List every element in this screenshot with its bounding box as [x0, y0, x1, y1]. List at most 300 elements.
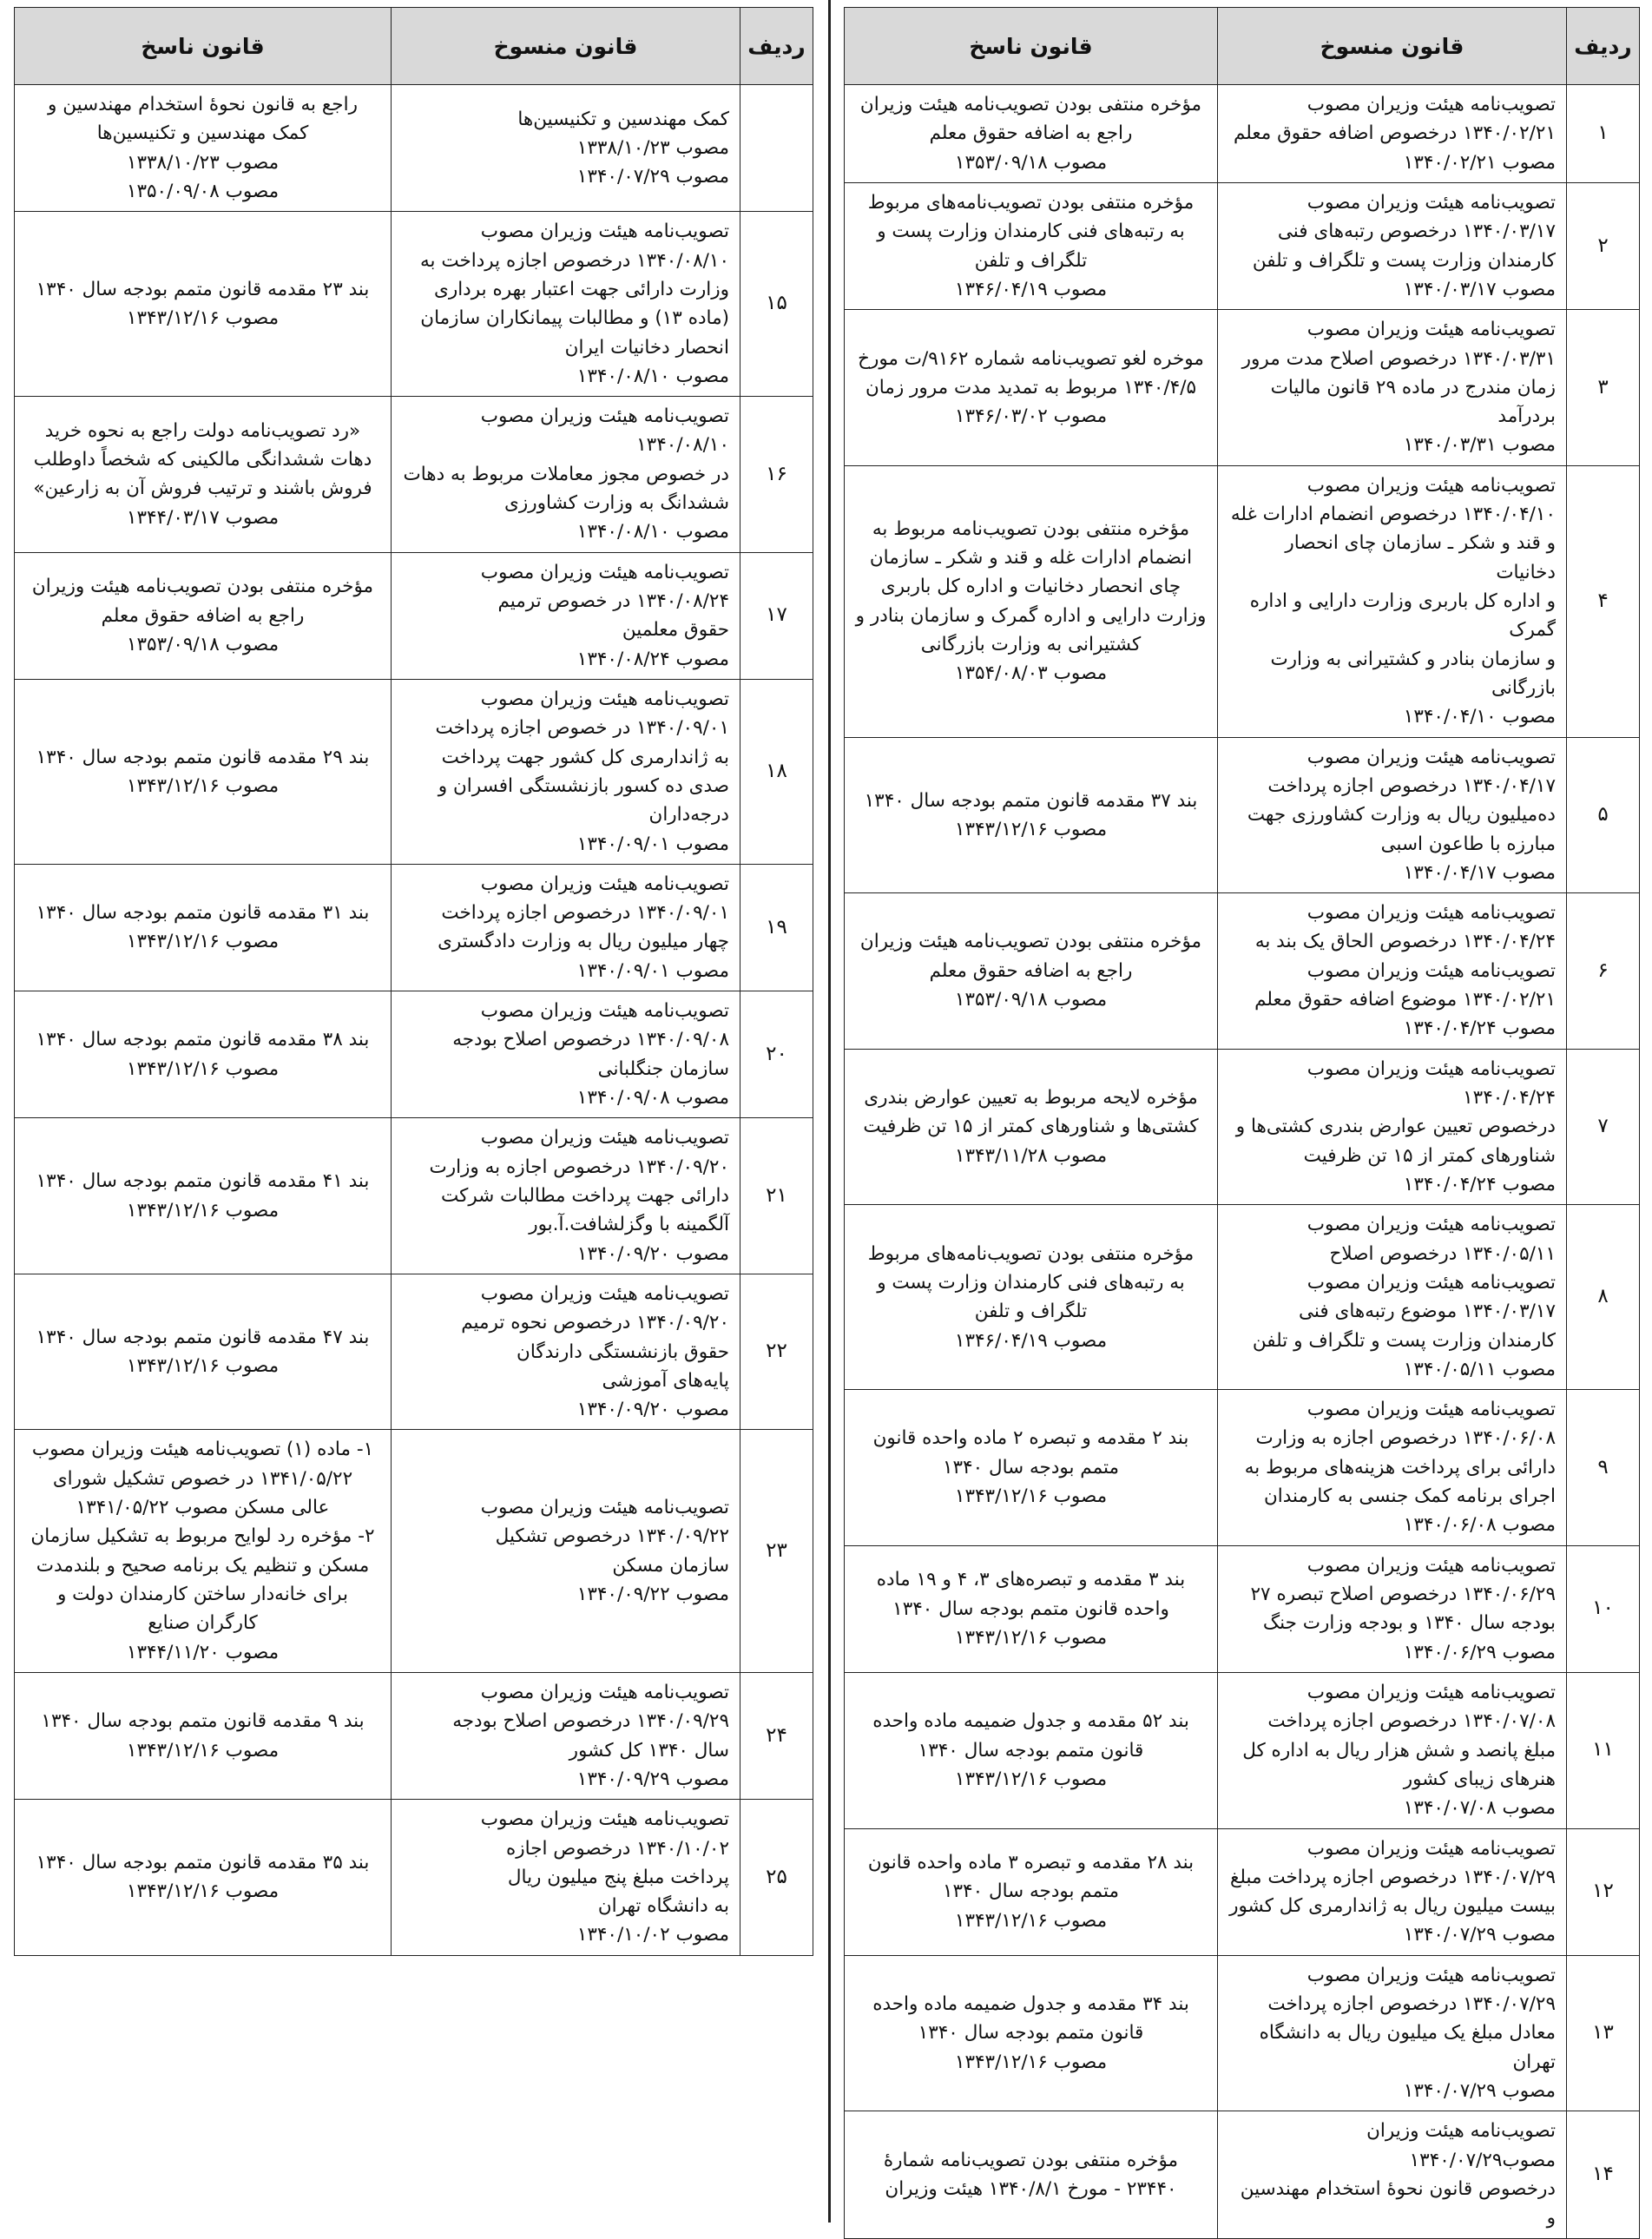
repealed-law-cell [392, 552, 740, 679]
cell-line: ششدانگ به وزارت کشاورزی [504, 492, 729, 515]
cell-line: هنرهای زیبای کشور [1403, 1768, 1556, 1790]
cell-line: ۱۳۴۰/۰۴/۱۷ درخصوص اجازه پرداخت [1267, 774, 1556, 797]
cell-line: ۱۳۴۰/۰۹/۲۹ درخصوص اصلاح بودجه [452, 1710, 729, 1733]
cell-line: «رد تصویب‌نامه دولت راجع به نحوه خرید [44, 419, 361, 442]
cell-line: مصوب ۱۳۴۳/۱۲/۱۶ [954, 1626, 1108, 1649]
cell-line: عالی مسکن مصوب ۱۳۴۱/۰۵/۲۲ [76, 1497, 330, 1519]
repealing-law-cell [845, 1049, 1218, 1205]
cell-line: بند ۲۹ مقدمه قانون متمم بودجه سال ۱۳۴۰ [36, 746, 370, 768]
cell-line: تصویب‌نامه هیئت وزیران مصوب [1306, 1271, 1556, 1294]
right-table-body [845, 85, 1640, 2239]
table-row [845, 737, 1640, 893]
repealing-law-cell [15, 85, 392, 212]
cell-line: مصوب ۱۳۴۳/۱۱/۲۸ [954, 1144, 1108, 1167]
repealing-law-cell [845, 310, 1218, 466]
cell-line: ۱۳۴۰/۰۳/۳۱ درخصوص اصلاح مدت مرور [1241, 347, 1556, 370]
row-number-cell: ۱۶ [740, 397, 813, 553]
cell-line: ۱۳۴۰/۰۸/۲۴ در خصوص ترمیم [497, 590, 729, 612]
cell-line: انضمام ادارات غله و قند و شکر ـ سازمان [869, 547, 1193, 570]
left-table-body [15, 85, 813, 1956]
cell-line: مصوب ۱۳۴۰/۱۰/۰۲ [576, 1924, 729, 1946]
cell-line: و سازمان بنادر و کشتیرانی به وزارت بازرگانی [1270, 648, 1556, 699]
repealing-law-cell [15, 1118, 392, 1274]
cell-line: ۱- ماده (۱) تصویب‌نامه هیئت وزیران مصوب [31, 1439, 374, 1461]
row-number-cell: ۱۲ [1567, 1828, 1640, 1955]
row-number-cell: ۱ [1567, 85, 1640, 183]
repealed-law-cell [1218, 1672, 1567, 1828]
cell-line: ۱۳۴۰/۰۴/۲۴ درخصوص الحاق یک بند به [1254, 931, 1556, 953]
cell-line: مؤخره منتفی بودن تصویب‌نامه‌های مربوط [867, 1242, 1195, 1265]
cell-line: مصوب ۱۳۴۶/۰۳/۰۲ [954, 405, 1108, 428]
cell-line: کمک مهندسین و تکنیسین‌ها [96, 122, 309, 145]
cell-line: ۱۳۴۰/۰۲/۲۱ درخصوص اضافه حقوق معلم [1233, 122, 1556, 145]
cell-line: اجرای برنامه کمک جنسی به کارمندان [1263, 1485, 1556, 1508]
cell-line: زمان مندرج در ماده ۲۹ قانون مالیات بردرآمد [1270, 376, 1556, 428]
table-header-row [845, 8, 1640, 85]
cell-line: شناورهای کمتر از ۱۵ تن ظرفیت [1303, 1144, 1556, 1167]
cell-line: بند ۹ مقدمه قانون متمم بودجه سال ۱۳۴۰ [41, 1710, 365, 1733]
repealing-law-cell [845, 1955, 1218, 2111]
repealed-law-cell [392, 1274, 740, 1430]
cell-line: مصوب ۱۳۴۳/۱۲/۱۶ [954, 1485, 1108, 1508]
row-number-cell: ۳ [1567, 310, 1640, 466]
cell-line: و اداره کل باربری وزارت دارایی و اداره گمرک [1249, 590, 1556, 642]
cell-line: بند ۳۱ مقدمه قانون متمم بودجه سال ۱۳۴۰ [36, 902, 370, 925]
row-number-cell: ۲۲ [740, 1274, 813, 1430]
repealed-law-cell [392, 212, 740, 397]
cell-line: تصویب‌نامه هیئت وزیران مصوب [1306, 1681, 1556, 1703]
cell-line: مصوب ۱۳۴۰/۰۸/۱۰ [576, 365, 729, 387]
table-row [845, 85, 1640, 183]
cell-line: تصویب‌نامه هیئت وزیران مصوب [1306, 902, 1556, 925]
cell-line: مؤخره منتفی بودن تصویب‌نامه هیئت وزیران [859, 931, 1202, 953]
repealing-law-cell [845, 1390, 1218, 1546]
cell-line: ۱۳۴۰/۰۹/۲۰ درخصوص اجازه به وزارت [429, 1156, 729, 1178]
cell-line: تصویب‌نامه هیئت وزیران مصوب [480, 221, 729, 243]
cell-line: مصوب ۱۳۴۰/۰۴/۱۰ [1403, 706, 1556, 728]
repealed-law-cell [392, 85, 740, 212]
cell-line: مصوب ۱۳۴۰/۰۷/۰۸ [1403, 1797, 1556, 1820]
row-number-cell: ۶ [1567, 893, 1640, 1050]
cell-line: درخصوص تعیین عوارض بندری کشتی‌ها و [1235, 1116, 1556, 1138]
cell-line: پرداخت مبلغ پنج میلیون ریال [507, 1866, 729, 1888]
table-row [845, 893, 1640, 1050]
cell-line: ۱۳۴۰/۰۹/۰۱ درخصوص اجازه پرداخت [441, 902, 729, 925]
cell-line: پایه‌های آموزشی [602, 1369, 729, 1392]
row-number-cell: ۸ [1567, 1205, 1640, 1390]
table-row [845, 182, 1640, 309]
cell-line: مصوب ۱۳۴۳/۱۲/۱۶ [126, 1739, 280, 1762]
cell-line: مصوب ۱۳۴۳/۱۲/۱۶ [126, 1880, 280, 1903]
repealed-law-cell [392, 397, 740, 553]
table-row [845, 1049, 1640, 1205]
repealing-law-cell [15, 1274, 392, 1430]
cell-line: تصویب‌نامه هیئت وزیران مصوب [1306, 746, 1556, 768]
cell-line: راجع به قانون نحوهٔ استخدام مهندسین و [48, 94, 358, 115]
cell-line: برای خانه‌دار ساختن کارمندان دولت و [56, 1584, 349, 1605]
table-row [15, 552, 813, 679]
repealing-law-cell [845, 182, 1218, 309]
cell-line: کارمندان وزارت پست و تلگراف و تلفن [1252, 249, 1556, 272]
table-row [845, 310, 1640, 466]
cell-line: چهار میلیون ریال به وزارت دادگستری [438, 931, 729, 953]
cell-line: ۱۳۴۰/۰۷/۲۹ درخصوص اجازه پرداخت مبلغ [1229, 1866, 1556, 1888]
cell-line: سازمان جنگلبانی [597, 1057, 729, 1080]
table-row [15, 679, 813, 864]
cell-line: ۱۳۴۰/۰۸/۱۰ درخصوص اجازه پرداخت به [420, 249, 729, 272]
cell-line: مصوب ۱۳۵۴/۰۸/۰۳ [954, 662, 1108, 685]
cell-line: مصوب ۱۳۴۰/۰۴/۲۴ [1403, 1173, 1556, 1195]
table-row [845, 1205, 1640, 1390]
repealed-law-cell [392, 1800, 740, 1956]
repealing-law-cell [845, 737, 1218, 893]
table-row [15, 1430, 813, 1673]
cell-line: ۱۳۴۰/۰۹/۰۱ در خصوص اجازه پرداخت [435, 717, 729, 740]
cell-line: بند ۳۴ مقدمه و جدول ضمیمه ماده واحده [872, 1993, 1189, 2016]
header-repealing-law: قانون ناسخ [15, 8, 392, 85]
row-number-cell: ۱۰ [1567, 1545, 1640, 1672]
row-number-cell: ۱۷ [740, 552, 813, 679]
repealed-law-cell [1218, 1390, 1567, 1546]
table-row [15, 1672, 813, 1799]
cell-line: مؤخره منتفی بودن تصویب‌نامه هیئت وزیران [31, 576, 374, 598]
table-row [15, 1274, 813, 1430]
cell-line: ده‌میلیون ریال به وزارت کشاورزی جهت [1247, 804, 1556, 826]
repealed-law-cell [1218, 893, 1567, 1050]
cell-line: بودجه سال ۱۳۴۰ و بودجه وزارت جنگ [1262, 1612, 1556, 1635]
cell-line: کارمندان وزارت پست و تلگراف و تلفن [1252, 1329, 1556, 1352]
repealing-law-cell [15, 397, 392, 553]
row-number-cell: ۷ [1567, 1049, 1640, 1205]
repealing-law-cell [845, 1672, 1218, 1828]
repealing-law-cell [15, 864, 392, 991]
row-number-cell: ۴ [1567, 465, 1640, 737]
row-number-cell [740, 85, 813, 212]
cell-line: تصویب‌نامه هیئت وزیران مصوب [1306, 191, 1556, 214]
cell-line: ۱۳۴۰/۰۷/۰۸ درخصوص اجازه پرداخت [1267, 1710, 1556, 1733]
repealing-law-cell [845, 1828, 1218, 1955]
repealed-law-cell [1218, 182, 1567, 309]
cell-line: مصوب ۱۳۴۰/۰۶/۲۹ [1403, 1641, 1556, 1663]
cell-line: مبارزه با طاعون اسبی [1380, 833, 1556, 855]
cell-line: مؤخره لایحه مربوط به تعیین عوارض بندری [864, 1087, 1198, 1109]
cell-line: مصوب ۱۳۴۳/۱۲/۱۶ [954, 1909, 1108, 1932]
repealed-law-cell [1218, 310, 1567, 466]
cell-line: مصوب ۱۳۳۸/۱۰/۲۳ [126, 151, 280, 174]
repealed-law-cell [1218, 1049, 1567, 1205]
cell-line: متمم بودجه سال ۱۳۴۰ [942, 1880, 1120, 1903]
header-repealed-law: قانون منسوخ [392, 8, 740, 85]
left-table-container [14, 7, 813, 1956]
table-row [15, 85, 813, 212]
table-row [845, 465, 1640, 737]
row-number-cell: ۱۸ [740, 679, 813, 864]
cell-line: تصویب‌نامه هیئت وزیران مصوب [480, 688, 729, 710]
cell-line: مصوب ۱۳۴۰/۰۹/۰۱ [576, 833, 729, 855]
cell-line: مصوب ۱۳۴۰/۰۹/۲۰ [576, 1242, 729, 1265]
cell-line: واحده قانون متمم بودجه سال ۱۳۴۰ [892, 1597, 1169, 1620]
cell-line: مصوب ۱۳۴۳/۱۲/۱۶ [126, 307, 280, 330]
row-number-cell: ۲۱ [740, 1118, 813, 1274]
cell-line: تصویب‌نامه هیئت وزیران مصوب۱۳۴۰/۰۷/۲۹ [1366, 2120, 1556, 2171]
cell-line: مبلغ پانصد و شش هزار ریال به اداره کل [1242, 1739, 1556, 1762]
cell-line: وزارت دارائی جهت اعتبار بهره برداری [434, 278, 729, 300]
cell-line: انحصار دخانیات ایران [564, 336, 729, 359]
cell-line: کشتیرانی به وزارت بازرگانی [920, 633, 1142, 655]
cell-line: ۱۳۴۰/۰۹/۲۲ درخصوص تشکیل [495, 1525, 729, 1548]
repealed-law-cell [392, 1118, 740, 1274]
repealing-law-cell [15, 1672, 392, 1799]
cell-line: مصوب ۱۳۴۰/۰۹/۲۰ [576, 1399, 729, 1421]
cell-line: تصویب‌نامه هیئت وزیران مصوب [480, 561, 729, 583]
repealing-law-cell [15, 212, 392, 397]
cell-line: مصوب ۱۳۴۳/۱۲/۱۶ [954, 1768, 1108, 1790]
cell-line: راجع به اضافه حقوق معلم [929, 959, 1133, 982]
header-row-number: ردیف [1567, 8, 1640, 85]
cell-line: ۱۳۴۰/۰۶/۲۹ درخصوص اصلاح تبصره ۲۷ [1250, 1584, 1556, 1605]
cell-line: به رتبه‌های فنی کارمندان وزارت پست و [877, 1271, 1185, 1294]
cell-line: راجع به اضافه حقوق معلم [101, 604, 305, 627]
cell-line: مصوب ۱۳۴۰/۰۳/۳۱ [1403, 434, 1556, 457]
row-number-cell: ۵ [1567, 737, 1640, 893]
cell-line: بند ۲۳ مقدمه قانون متمم بودجه سال ۱۳۴۰ [36, 278, 370, 300]
repealed-law-cell [1218, 2111, 1567, 2238]
cell-line: کارگران صنایع [148, 1612, 258, 1635]
row-number-cell: ۱۱ [1567, 1672, 1640, 1828]
repealed-law-cell [1218, 85, 1567, 183]
cell-line: آلگمینه با وگزلشافت.آ.بور [529, 1214, 729, 1236]
cell-line: کمک مهندسین و تکنیسین‌ها [517, 108, 729, 130]
row-number-cell: ۲۳ [740, 1430, 813, 1673]
cell-line: تصویب‌نامه هیئت وزیران مصوب [1306, 1964, 1556, 1986]
row-number-cell: ۱۵ [740, 212, 813, 397]
cell-line: مصوب ۱۳۴۰/۰۵/۱۱ [1403, 1358, 1556, 1380]
cell-line: تصویب‌نامه هیئت وزیران مصوب [1306, 319, 1556, 341]
cell-line: ۱۳۴۰/۰۶/۰۸ درخصوص اجازه به وزارت [1255, 1427, 1556, 1450]
cell-line: مصوب ۱۳۴۰/۰۸/۲۴ [576, 648, 729, 670]
header-repealed-law: قانون منسوخ [1218, 8, 1567, 85]
cell-line: دارائی برای پرداخت هزینه‌های مربوط به [1244, 1456, 1556, 1478]
cell-line: ۱۳۴۰/۰۴/۱۰ درخصوص انضمام ادارات غله [1230, 504, 1556, 526]
cell-line: بند ۲۸ مقدمه و تبصره ۳ ماده واحده قانون [867, 1852, 1195, 1874]
row-number-cell: ۱۳ [1567, 1955, 1640, 2111]
cell-line: تلگراف و تلفن [974, 249, 1088, 272]
repealing-law-cell [845, 1545, 1218, 1672]
cell-line: بند ۵۲ مقدمه و جدول ضمیمه ماده واحده [872, 1710, 1189, 1733]
cell-line: تصویب‌نامه هیئت وزیران مصوب [1306, 474, 1556, 497]
cell-line: حقوق بازنشستگی دارندگان [517, 1340, 729, 1363]
cell-line: مصوب ۱۳۴۰/۰۴/۲۴ [1403, 1017, 1556, 1040]
repealed-law-cell [1218, 1955, 1567, 2111]
cell-line: ۱۳۴۰/۰۲/۲۱ موضوع اضافه حقوق معلم [1254, 989, 1556, 1011]
cell-line: درخصوص قانون نحوهٔ استخدام مهندسین و [1240, 2177, 1556, 2229]
right-table-container [844, 7, 1639, 2239]
row-number-cell: ۲۰ [740, 991, 813, 1118]
cell-line: تلگراف و تلفن [974, 1301, 1088, 1323]
cell-line: مؤخره منتفی بودن تصویب‌نامه‌های مربوط [867, 191, 1195, 214]
cell-line: ۱۳۴۰/۰۹/۰۸ درخصوص اصلاح بودجه [452, 1029, 729, 1051]
header-row-number: ردیف [740, 8, 813, 85]
cell-line: مصوب ۱۳۴۳/۱۲/۱۶ [126, 1057, 280, 1080]
repealed-law-cell [1218, 465, 1567, 737]
cell-line: چای انحصار دخانیات و اداره کل باربری [880, 576, 1181, 598]
table-row [845, 2111, 1640, 2238]
cell-line: ۱۳۴۰/۰۵/۱۱ درخصوص اصلاح [1329, 1242, 1556, 1265]
row-number-cell: ۲۵ [740, 1800, 813, 1956]
cell-line: تصویب‌نامه هیئت وزیران مصوب [1306, 1399, 1556, 1421]
table-row [845, 1672, 1640, 1828]
cell-line: مصوب ۱۳۴۰/۰۲/۲۱ [1403, 151, 1556, 174]
cell-line: مصوب ۱۳۵۳/۰۹/۱۸ [954, 989, 1108, 1011]
repealing-law-cell [15, 991, 392, 1118]
cell-line: مصوب ۱۳۴۰/۰۷/۲۹ [1403, 2080, 1556, 2102]
table-row [845, 1828, 1640, 1955]
cell-line: مصوب ۱۳۴۳/۱۲/۱۶ [954, 818, 1108, 840]
cell-line: و قند و شکر ـ سازمان چای انحصار دخانیات [1285, 532, 1556, 583]
cell-line: مصوب ۱۳۴۳/۱۲/۱۶ [126, 931, 280, 953]
cell-line: تصویب‌نامه هیئت وزیران مصوب [480, 1681, 729, 1703]
cell-line: بند ۳۵ مقدمه قانون متمم بودجه سال ۱۳۴۰ [36, 1852, 370, 1874]
left-law-table [14, 7, 813, 1956]
cell-line: فروش باشند و ترتیب فروش آن به زارعین» [33, 477, 372, 500]
cell-line: مصوب ۱۳۳۸/۱۰/۲۳ [576, 136, 729, 159]
cell-line: مصوب ۱۳۴۶/۰۴/۱۹ [954, 278, 1108, 300]
repealing-law-cell [845, 465, 1218, 737]
table-row [845, 1390, 1640, 1546]
cell-line: ۱۳۴۰/۰۳/۱۷ درخصوص رتبه‌های فنی [1277, 221, 1556, 243]
repealing-law-cell [15, 679, 392, 864]
cell-line: مصوب ۱۳۴۰/۰۹/۰۱ [576, 959, 729, 982]
cell-line: مصوب ۱۳۴۰/۰۳/۱۷ [1403, 278, 1556, 300]
cell-line: بند ۳۸ مقدمه قانون متمم بودجه سال ۱۳۴۰ [36, 1029, 370, 1051]
cell-line: قانون متمم بودجه سال ۱۳۴۰ [918, 1739, 1144, 1762]
cell-line: تصویب‌نامه هیئت وزیران مصوب [1306, 94, 1556, 115]
cell-line: قانون متمم بودجه سال ۱۳۴۰ [918, 2022, 1144, 2045]
cell-line: به دانشگاه تهران [597, 1895, 729, 1918]
cell-line: ۱۳۴۰/۰۷/۲۹ درخصوص اجازه پرداخت [1267, 1993, 1556, 2016]
cell-line: مصوب ۱۳۴۳/۱۲/۱۶ [126, 1199, 280, 1222]
repealing-law-cell [845, 1205, 1218, 1390]
repealed-law-cell [392, 1430, 740, 1673]
repealed-law-cell [392, 1672, 740, 1799]
cell-line: تصویب‌نامه هیئت وزیران مصوب [480, 1127, 729, 1149]
table-header-row [15, 8, 813, 85]
table-row [15, 1118, 813, 1274]
row-number-cell: ۱۴ [1567, 2111, 1640, 2238]
cell-line: حقوق معلمین [622, 619, 729, 642]
cell-line: ۱۳۴۰/۰۹/۲۰ درخصوص نحوه ترمیم [461, 1312, 729, 1334]
repealed-law-cell [1218, 737, 1567, 893]
cell-line: تصویب‌نامه هیئت وزیران مصوب [1306, 959, 1556, 982]
table-row [845, 1545, 1640, 1672]
column-divider [828, 0, 831, 2223]
cell-line: مؤخره منتفی بودن تصویب‌نامه شمارهٔ [883, 2149, 1179, 2171]
cell-line: مصوب ۱۳۴۰/۰۹/۲۲ [576, 1584, 729, 1605]
cell-line: مصوب ۱۳۴۰/۰۹/۰۸ [576, 1087, 729, 1109]
cell-line: به رتبه‌های فنی کارمندان وزارت پست و [877, 221, 1185, 243]
cell-line: تصویب‌نامه هیئت وزیران مصوب ۱۳۴۰/۰۴/۲۴ [1306, 1057, 1556, 1109]
table-row [15, 991, 813, 1118]
cell-line: بند ۳ مقدمه و تبصره‌های ۳، ۴ و ۱۹ ماده [876, 1569, 1186, 1591]
cell-line: مصوب ۱۳۴۳/۱۲/۱۶ [126, 774, 280, 797]
row-number-cell: ۲ [1567, 182, 1640, 309]
cell-line: بند ۳۷ مقدمه قانون متمم بودجه سال ۱۳۴۰ [864, 789, 1198, 812]
cell-line: بیست میلیون ریال به ژاندارمری کل کشور [1229, 1895, 1556, 1918]
cell-line: مصوب ۱۳۴۳/۱۲/۱۶ [126, 1355, 280, 1378]
cell-line: تصویب‌نامه هیئت وزیران مصوب [480, 1497, 729, 1519]
cell-line: ۱۳۴۰/۱۰/۰۲ درخصوص اجازه [506, 1837, 729, 1860]
repealing-law-cell [15, 1800, 392, 1956]
repealing-law-cell [845, 85, 1218, 183]
cell-line: مصوب ۱۳۴۰/۰۸/۱۰ [576, 521, 729, 543]
repealing-law-cell [15, 552, 392, 679]
header-repealing-law: قانون ناسخ [845, 8, 1218, 85]
cell-line: بند ۲ مقدمه و تبصره ۲ ماده واحده قانون [872, 1427, 1189, 1450]
repealing-law-cell [845, 893, 1218, 1050]
row-number-cell: ۹ [1567, 1390, 1640, 1546]
cell-line: ۱۳۴۰/۰۳/۱۷ موضوع رتبه‌های فنی [1299, 1301, 1556, 1323]
cell-line: بند ۴۷ مقدمه قانون متمم بودجه سال ۱۳۴۰ [36, 1326, 370, 1348]
cell-line: تصویب‌نامه هیئت وزیران مصوب [1306, 1554, 1556, 1577]
cell-line: مسکن و تنظیم یک برنامه صحیح و بلندمدت [36, 1554, 370, 1577]
cell-line: مصوب ۱۳۵۳/۰۹/۱۸ [954, 151, 1108, 174]
repealing-law-cell [845, 2111, 1218, 2238]
cell-line: مصوب ۱۳۴۰/۰۴/۱۷ [1403, 861, 1556, 884]
cell-line: مؤخره منتفی بودن تصویب‌نامه مربوط به [872, 517, 1190, 540]
cell-line: دارائی جهت پرداخت مطالبات شرکت [440, 1184, 729, 1207]
cell-line: تصویب‌نامه هیئت وزیران مصوب [480, 1000, 729, 1023]
cell-line: مصوب ۱۳۵۰/۰۹/۰۸ [126, 180, 280, 202]
cell-line: درجه‌داران [648, 804, 729, 826]
repealed-law-cell [392, 991, 740, 1118]
row-number-cell: ۲۴ [740, 1672, 813, 1799]
cell-line: مصوب ۱۳۴۴/۱۱/۲۰ [126, 1641, 280, 1663]
table-row [845, 1955, 1640, 2111]
cell-line: مصوب ۱۳۵۳/۰۹/۱۸ [126, 633, 280, 655]
cell-line: وزارت دارایی و اداره گمرک و سازمان بنادر و [855, 604, 1207, 627]
table-row [15, 1800, 813, 1956]
cell-line: مصوب ۱۳۴۴/۰۳/۱۷ [126, 506, 280, 529]
cell-line: تصویب‌نامه هیئت وزیران مصوب [480, 1282, 729, 1305]
cell-line: مصوب ۱۳۴۰/۰۶/۰۸ [1403, 1514, 1556, 1537]
cell-line: تصویب‌نامه هیئت وزیران مصوب ۱۳۴۰/۰۸/۱۰ [480, 405, 729, 457]
cell-line: سازمان مسکن [612, 1554, 729, 1577]
repealed-law-cell [1218, 1205, 1567, 1390]
cell-line: ۲- مؤخره رد لوایح مربوط به تشکیل سازمان [30, 1525, 375, 1548]
cell-line: موخره لغو تصویب‌نامه شماره ۹۱۶۲/ت مورخ [858, 347, 1204, 370]
cell-line: مصوب ۱۳۴۰/۰۹/۲۹ [576, 1768, 729, 1790]
cell-line: مصوب ۱۳۴۰/۰۷/۲۹ [576, 166, 729, 188]
cell-line: به ژاندارمری کل کشور جهت پرداخت [441, 746, 729, 768]
repealed-law-cell [1218, 1828, 1567, 1955]
table-row [15, 397, 813, 553]
cell-line: راجع به اضافه حقوق معلم [929, 122, 1133, 145]
cell-line: تصویب‌نامه هیئت وزیران مصوب [480, 1808, 729, 1831]
cell-line: متمم بودجه سال ۱۳۴۰ [942, 1456, 1120, 1478]
cell-line: بند ۴۱ مقدمه قانون متمم بودجه سال ۱۳۴۰ [36, 1170, 370, 1193]
repealing-law-cell [15, 1430, 392, 1673]
cell-line: معادل مبلغ یک میلیون ریال به دانشگاه تهران [1259, 2022, 1556, 2073]
cell-line: ۱۳۴۰/۴/۵ مربوط به تمدید مدت مرور زمان [865, 376, 1197, 398]
cell-line: تصویب‌نامه هیئت وزیران مصوب [1306, 1214, 1556, 1236]
table-row [15, 864, 813, 991]
cell-line: مصوب ۱۳۴۳/۱۲/۱۶ [954, 2051, 1108, 2073]
repealed-law-cell [1218, 1545, 1567, 1672]
cell-line: کشتی‌ها و شناورهای کمتر از ۱۵ تن ظرفیت [863, 1116, 1199, 1138]
cell-line: مصوب ۱۳۴۶/۰۴/۱۹ [954, 1329, 1108, 1352]
cell-line: ۱۳۴۱/۰۵/۲۲ در خصوص تشکیل شورای [52, 1467, 353, 1490]
cell-line: سال ۱۳۴۰ کل کشور [569, 1739, 729, 1762]
